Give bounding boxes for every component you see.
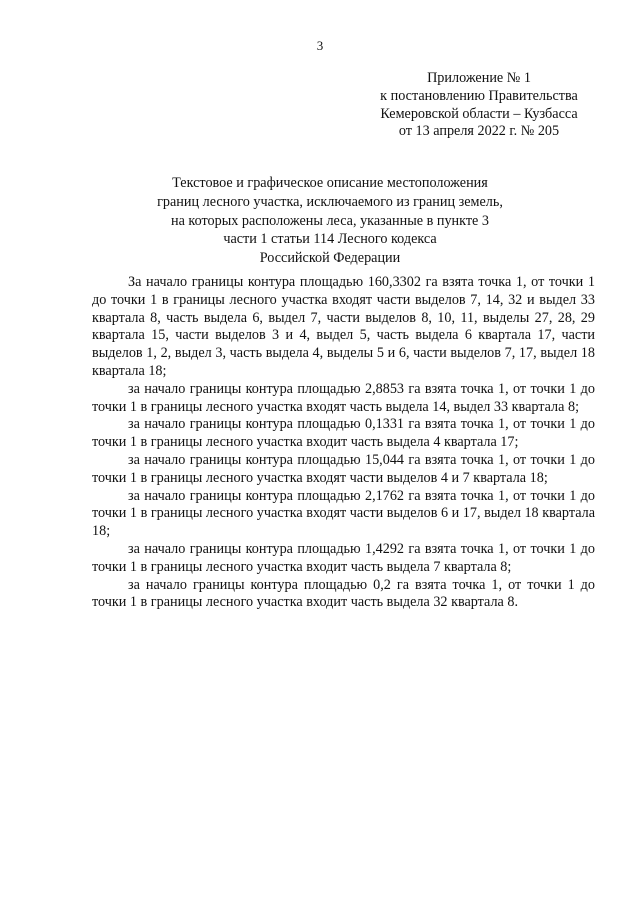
appendix-header <box>364 70 594 141</box>
paragraph-contour-2: за начало границы контура площадью 2,8853 га взята точка 1, от точки 1 до точки 1 в границы лесного участка входят часть выдела 14, выдел 33 квартала 8; <box>92 380 595 415</box>
appendix-line-4: от 13 апреля 2022 г. № 205 <box>398 123 560 140</box>
paragraph-contour-3: за начало границы контура площадью 0,1331 га взята точка 1, от точки 1 до точки 1 в границы лесного участка входит часть выдела 4 квартала 17; <box>92 416 595 451</box>
page-number: 3 <box>316 38 324 53</box>
paragraph-contour-1: За начало границы контура площадью 160,3302 га взята точка 1, от точки 1 до точки 1 в границы лесного участка входят части выделов 7, 14, 32 и выдел 33 квартала 8, часть выдела 6, выдел 7, части выделов 8, 10, 11, выделы 27, 28, 29 квартала 15, части выделов 3 и 4, выдел 5, часть выдела 6 квартала 17, части выделов 1, 2, выдел 3, часть выдела 4, выделы 5 и 6, части выделов 7, 17, выдел 18 квартала 18; <box>92 274 595 379</box>
document-title <box>120 174 540 268</box>
paragraph-contour-6: за начало границы контура площадью 1,4292 га взята точка 1, от точки 1 до точки 1 в границы лесного участка входит часть выдела 7 квартала 8; <box>92 540 595 575</box>
paragraph-contour-7: за начало границы контура площадью 0,2 га взята точка 1, от точки 1 до точки 1 в границы лесного участка входит часть выдела 32 квартала 8. <box>92 576 595 611</box>
appendix-line-2: к постановлению Правительства <box>380 87 578 104</box>
title-line-2: границ лесного участка, исключаемого из границ земель, <box>157 193 503 210</box>
appendix-line-1: Приложение № 1 <box>427 70 531 86</box>
title-line-4: части 1 статьи 114 Лесного кодекса <box>223 231 437 248</box>
title-line-1: Текстовое и графическое описание местоположения <box>172 175 488 191</box>
title-line-5: Российской Федерации <box>259 250 401 267</box>
title-line-3: на которых расположены леса, указанные в пункте 3 <box>171 212 489 229</box>
body-text <box>92 274 595 612</box>
paragraph-contour-4: за начало границы контура площадью 15,044 га взята точка 1, от точки 1 до точки 1 в границы лесного участка входят части выделов 4 и 7 квартала 18; <box>92 451 595 486</box>
paragraph-contour-5: за начало границы контура площадью 2,1762 га взята точка 1, от точки 1 до точки 1 в границы лесного участка входят части выделов 6 и 17, выдел 18 квартала 18; <box>92 487 595 540</box>
appendix-line-3: Кемеровской области – Кузбасса <box>380 105 578 122</box>
